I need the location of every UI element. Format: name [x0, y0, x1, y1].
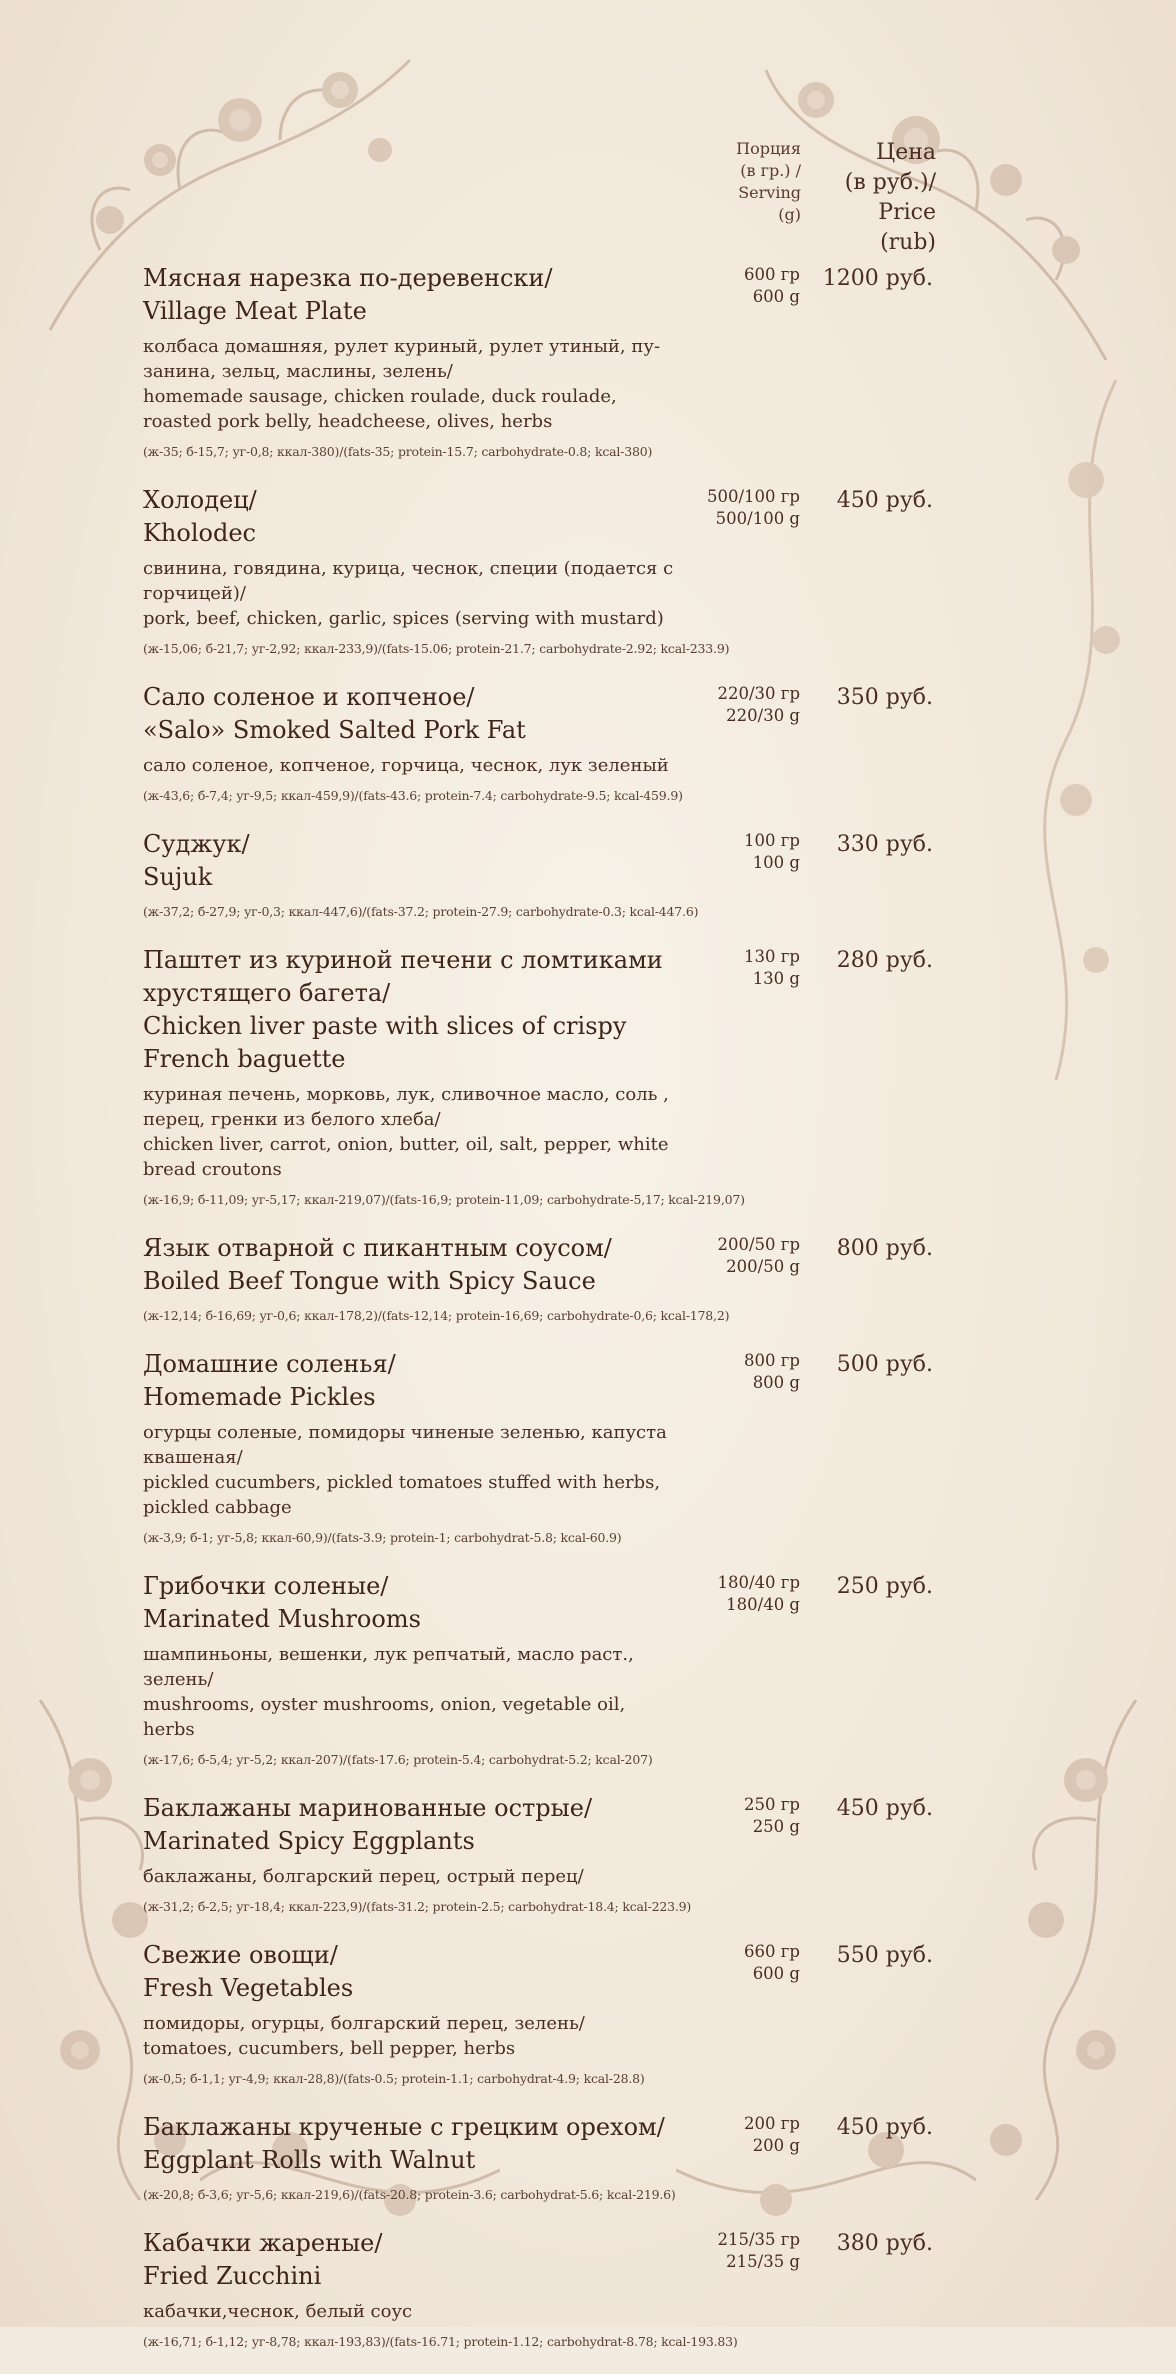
nutrition-info: (ж-17,6; б-5,4; уг-5,2; ккал-207)/(fats-17.6; protein-5.4; carbohydrat-5.2; kcal-207): [143, 1752, 653, 1767]
dish-price: 450 руб.: [836, 2115, 933, 2140]
dish-name: Холодец/ Kholodec: [143, 486, 257, 547]
dish-name: Язык отварной с пикантным соусом/ Boiled Beef Tongue with Spicy Sauce: [143, 1234, 612, 1295]
dish-price: 250 руб.: [836, 1574, 933, 1599]
menu-item: [143, 1348, 943, 1548]
nutrition-info: (ж-16,9; б-11,09; уг-5,17; ккал-219,07)/(fats-16,9; protein-11,09; carbohydrate-5,17; kcal-219,07): [143, 1192, 745, 1207]
portion-size: 215/35 гр 215/35 g: [717, 2230, 800, 2271]
dish-name: Паштет из куриной печени с ломтиками хрустящего багета/ Chicken liver paste with slices of crispy French baguette: [143, 946, 663, 1073]
nutrition-info: (ж-43,6; б-7,4; уг-9,5; ккал-459,9)/(fats-43.6; protein-7.4; carbohydrate-9.5; kcal-459.9): [143, 788, 683, 803]
dish-name: Суджук/ Sujuk: [143, 830, 250, 891]
dish-price: 800 руб.: [836, 1236, 933, 1261]
dish-price: 280 руб.: [836, 948, 933, 973]
menu-item: [143, 944, 943, 1210]
nutrition-info: (ж-0,5; б-1,1; уг-4,9; ккал-28,8)/(fats-0.5; protein-1.1; carbohydrat-4.9; kcal-28.8): [143, 2071, 645, 2086]
dish-description: кабачки,чеснок, белый соус: [143, 2301, 413, 2322]
nutrition-info: (ж-16,71; б-1,12; уг-8,78; ккал-193,83)/(fats-16.71; protein-1.12; carbohydrat-8.78; kcal-193.83): [143, 2334, 738, 2349]
dish-name: Кабачки жареные/ Fried Zucchini: [143, 2229, 383, 2290]
nutrition-info: (ж-12,14; б-16,69; уг-0,6; ккал-178,2)/(fats-12,14; protein-16,69; carbohydrate-0,6; kcal-178,2): [143, 1308, 730, 1323]
dish-name: Баклажаны маринованные острые/ Marinated Spicy Eggplants: [143, 1794, 593, 1855]
portion-size: 660 гр 600 g: [744, 1942, 800, 1983]
menu-item: [143, 262, 943, 462]
menu-item: [143, 1939, 943, 2089]
nutrition-info: (ж-15,06; б-21,7; уг-2,92; ккал-233,9)/(fats-15.06; protein-21.7; carbohydrate-2.92; kcal-233.9): [143, 641, 730, 656]
portion-size: 180/40 гр 180/40 g: [717, 1573, 800, 1614]
dish-price: 1200 руб.: [822, 266, 933, 291]
nutrition-info: (ж-20,8; б-3,6; уг-5,6; ккал-219,6)/(fats-20.8; protein-3.6; carbohydrat-5.6; kcal-219.6): [143, 2187, 676, 2202]
dish-name: Мясная нарезка по-деревенски/ Village Meat Plate: [143, 264, 553, 325]
menu-item: [143, 2227, 943, 2352]
portion-size: 200 гр 200 g: [744, 2114, 800, 2155]
portion-size: 200/50 гр 200/50 g: [717, 1235, 800, 1276]
menu-item: [143, 1232, 943, 1326]
dish-price: 450 руб.: [836, 488, 933, 513]
nutrition-info: (ж-31,2; б-2,5; уг-18,4; ккал-223,9)/(fats-31.2; protein-2.5; carbohydrat-18.4; kcal-223.9): [143, 1899, 692, 1914]
menu-item: [143, 681, 943, 806]
portion-size: 800 гр 800 g: [744, 1351, 800, 1392]
dish-name: Баклажаны крученые с грецким орехом/ Eggplant Rolls with Walnut: [143, 2113, 665, 2174]
column-headers: [0, 138, 1176, 258]
dish-price: 380 руб.: [836, 2231, 933, 2256]
dish-price: 330 руб.: [836, 832, 933, 857]
menu-list: [143, 262, 943, 2374]
nutrition-info: (ж-35; б-15,7; уг-0,8; ккал-380)/(fats-35; protein-15.7; carbohydrate-0.8; kcal-380): [143, 444, 653, 459]
nutrition-info: (ж-3,9; б-1; уг-5,8; ккал-60,9)/(fats-3.9; protein-1; carbohydrat-5.8; kcal-60.9): [143, 1530, 622, 1545]
dish-description: куриная печень, морковь, лук, сливочное масло, соль , перец, гренки из белого хлеба/ chicken liver, carrot, onion, butter, oil, salt, pepper, white bread croutons: [143, 1084, 669, 1180]
dish-name: Грибочки соленые/ Marinated Mushrooms: [143, 1572, 421, 1633]
portion-column-header: Порция (в гр.) / Serving (g): [736, 139, 801, 224]
menu-item: [143, 484, 943, 659]
menu-item: [143, 1792, 943, 1917]
portion-size: 100 гр 100 g: [744, 831, 800, 872]
portion-size: 600 гр 600 g: [744, 265, 800, 306]
menu-item: [143, 2111, 943, 2205]
portion-size: 250 гр 250 g: [744, 1795, 800, 1836]
dish-description: помидоры, огурцы, болгарский перец, зелень/ tomatoes, cucumbers, bell pepper, herbs: [143, 2013, 585, 2059]
dish-description: сало соленое, копченое, горчица, чеснок, лук зеленый: [143, 755, 669, 776]
dish-price: 550 руб.: [836, 1943, 933, 1968]
menu-item: [143, 1570, 943, 1770]
dish-name: Сало соленое и копченое/ «Salo» Smoked Salted Pork Fat: [143, 683, 526, 744]
floral-ornament-icon: [966, 380, 1146, 1080]
price-column-header: Цена (в руб.)/ Price (rub): [844, 140, 936, 255]
menu-item: [143, 828, 943, 922]
dish-name: Домашние соленья/ Homemade Pickles: [143, 1350, 396, 1411]
dish-price: 450 руб.: [836, 1796, 933, 1821]
dish-price: 350 руб.: [836, 685, 933, 710]
dish-price: 500 руб.: [836, 1352, 933, 1377]
dish-name: Свежие овощи/ Fresh Vegetables: [143, 1941, 354, 2002]
portion-size: 220/30 гр 220/30 g: [717, 684, 800, 725]
portion-size: 130 гр 130 g: [744, 947, 800, 988]
nutrition-info: (ж-37,2; б-27,9; уг-0,3; ккал-447,6)/(fats-37.2; protein-27.9; carbohydrate-0.3; kcal-447.6): [143, 904, 699, 919]
dish-description: колбаса домашняя, рулет куриный, рулет утиный, пу- занина, зельц, маслины, зелень/ homemade sausage, chicken roulade, duck roulade, roasted pork belly, headcheese, olives, herbs: [143, 336, 661, 432]
dish-description: огурцы соленые, помидоры чиненые зеленью, капуста квашеная/ pickled cucumbers, pickled tomatoes stuffed with herbs, pickled cabbage: [143, 1422, 667, 1518]
dish-description: шампиньоны, вешенки, лук репчатый, масло раст., зелень/ mushrooms, oyster mushrooms, onion, vegetable oil, herbs: [143, 1644, 634, 1740]
dish-description: баклажаны, болгарский перец, острый перец/: [143, 1866, 584, 1887]
dish-description: свинина, говядина, курица, чеснок, специи (подается с горчицей)/ pork, beef, chicken, garlic, spices (serving with mustard): [143, 558, 674, 629]
portion-size: 500/100 гр 500/100 g: [707, 487, 800, 528]
